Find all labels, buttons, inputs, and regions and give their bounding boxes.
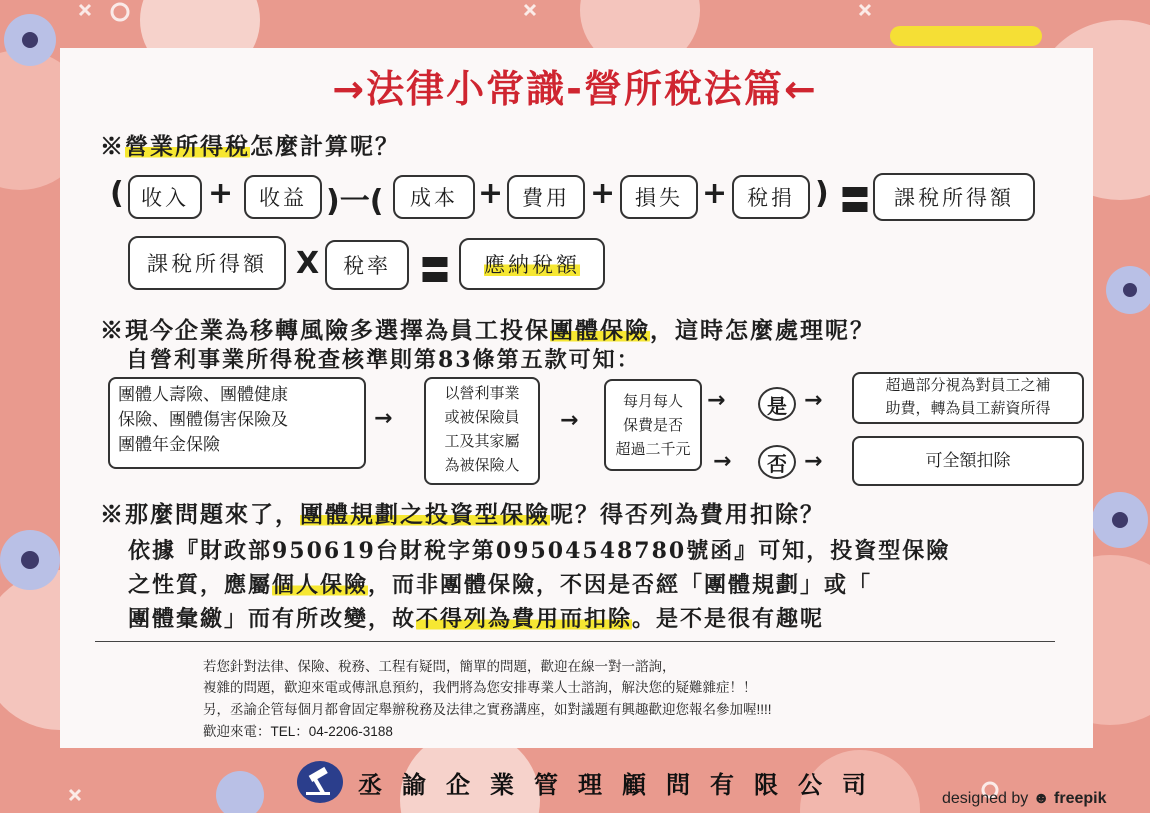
tax-box: 稅捐	[732, 175, 810, 219]
section2-text-a: 現今企業為移轉風險多選擇為員工投保	[125, 317, 550, 344]
divider	[95, 641, 1055, 642]
equals-sign: 〓	[840, 184, 870, 219]
income-box: 收入	[128, 175, 202, 219]
footer-note: 另，丞諭企管每個月都會固定舉辦稅務及法律之實務講座，如對議題有興趣歡迎您報名參加喔!!!!	[203, 702, 772, 717]
flow-arrow: →	[707, 388, 726, 413]
plus-sign: +	[702, 176, 728, 211]
yellow-tape-decoration	[890, 26, 1042, 46]
loss-box: 損失	[620, 175, 698, 219]
footer-note: 複雜的問題，歡迎來電或傳訊息預約，我們將為您安排專業人士諮詢，解決您的疑難雜症！！	[203, 680, 757, 695]
flow-text: 保險、團體傷害保險及	[118, 410, 288, 430]
flow-text: 工及其家屬	[444, 432, 520, 450]
section2-text-b: ，這時怎麼處理呢？	[650, 317, 875, 344]
flow-no-result-box: 可全額扣除	[852, 436, 1084, 486]
credit-text: designed by	[942, 790, 1029, 807]
flow-text: 超過部分視為對員工之補	[885, 376, 1051, 394]
footer-note: 若您針對法律、保險、稅務、工程有疑問，簡單的問題，歡迎在線一對一諮詢，	[203, 659, 676, 674]
tax-payable-label: 應納稅額	[484, 249, 580, 279]
open-paren: (	[110, 176, 124, 211]
flow-text: 團體人壽險、團體健康	[118, 385, 288, 405]
gavel-icon	[297, 761, 343, 803]
section3-line2: 依據『財政部950619台財稅字第09504548780號函』可知，投資型保險	[128, 538, 951, 564]
minus-sign: )一(	[326, 184, 384, 219]
section3-highlight: 個人保險	[272, 572, 369, 598]
expense-box: 費用	[507, 175, 585, 219]
company-name: 丞諭企業管理顧問有限公司	[358, 771, 886, 799]
flow-premium-box	[604, 379, 702, 471]
section2-highlight: 團體保險	[550, 317, 650, 344]
tax-rate-box: 稅率	[325, 240, 409, 290]
footer-phone: 歡迎來電：TEL：04-2206-3188	[203, 724, 393, 739]
plus-sign: +	[590, 176, 616, 211]
section3-text: 。是不是很有趣呢	[632, 606, 825, 632]
gain-box: 收益	[244, 175, 322, 219]
taxable-income-box-2: 課稅所得額	[128, 236, 286, 290]
freepik-credit[interactable]	[942, 790, 1107, 808]
section3-text: 團體彙繳」而有所改變，故	[128, 606, 417, 632]
credit-brand: freepik	[1054, 790, 1107, 807]
section3-highlight: 團體規劃之投資型保險	[300, 501, 550, 528]
yes-circle: 是	[758, 387, 796, 421]
flow-text: 每月每人	[622, 392, 683, 410]
reference-mark: ※	[100, 501, 125, 528]
section3-heading	[100, 496, 825, 529]
plus-sign: +	[208, 176, 234, 211]
plus-sign: +	[478, 176, 504, 211]
flow-arrow: →	[804, 388, 823, 413]
section3-line3	[128, 568, 872, 599]
flow-text: 助費，轉為員工薪資所得	[885, 399, 1051, 417]
flow-text: 團體年金保險	[118, 435, 220, 455]
flow-insured-box	[424, 377, 540, 485]
times-sign: X	[296, 246, 320, 281]
flow-text: 為被保險人	[444, 456, 520, 474]
flow-text: 或被保險員	[444, 408, 520, 426]
flow-arrow: →	[560, 408, 579, 433]
section3-line4	[128, 602, 824, 633]
section2-subline: 自營利事業所得稅查核準則第83條第五款可知：	[126, 347, 641, 373]
section1-highlight: 營業所得稅	[125, 133, 250, 160]
section3-highlight: 不得列為費用而扣除	[416, 606, 633, 632]
section3-text-a: 那麼問題來了，	[125, 501, 300, 528]
reference-mark: ※	[100, 317, 125, 344]
section3-text: ，而非團體保險，不因是否經「團體規劃」或「	[368, 572, 873, 598]
no-circle: 否	[758, 445, 796, 479]
reference-mark: ※	[100, 133, 125, 160]
cost-box: 成本	[393, 175, 475, 219]
section1-heading	[100, 128, 400, 161]
section3-text: 之性質，應屬	[128, 572, 273, 598]
flow-yes-result-box	[852, 372, 1084, 424]
flow-insurance-types-box	[108, 377, 366, 469]
close-paren: )	[815, 176, 829, 211]
section3-text-b: 呢？得否列為費用扣除？	[550, 501, 825, 528]
page-title: →法律小常識-營所稅法篇←	[332, 67, 818, 111]
flow-arrow: →	[374, 406, 393, 431]
section2-heading	[100, 312, 875, 345]
taxable-income-box: 課稅所得額	[873, 173, 1035, 221]
flow-text: 以營利事業	[444, 384, 520, 402]
freepik-icon: ☻	[1032, 790, 1050, 807]
company-logo	[297, 761, 343, 803]
tax-payable-box	[459, 238, 605, 290]
flow-arrow: →	[804, 449, 823, 474]
equals-sign: 〓	[420, 254, 450, 289]
section1-text: 怎麼計算呢？	[250, 133, 400, 160]
flow-text: 保費是否	[622, 416, 683, 434]
flow-arrow: →	[713, 449, 732, 474]
flow-text: 超過二千元	[615, 440, 691, 458]
